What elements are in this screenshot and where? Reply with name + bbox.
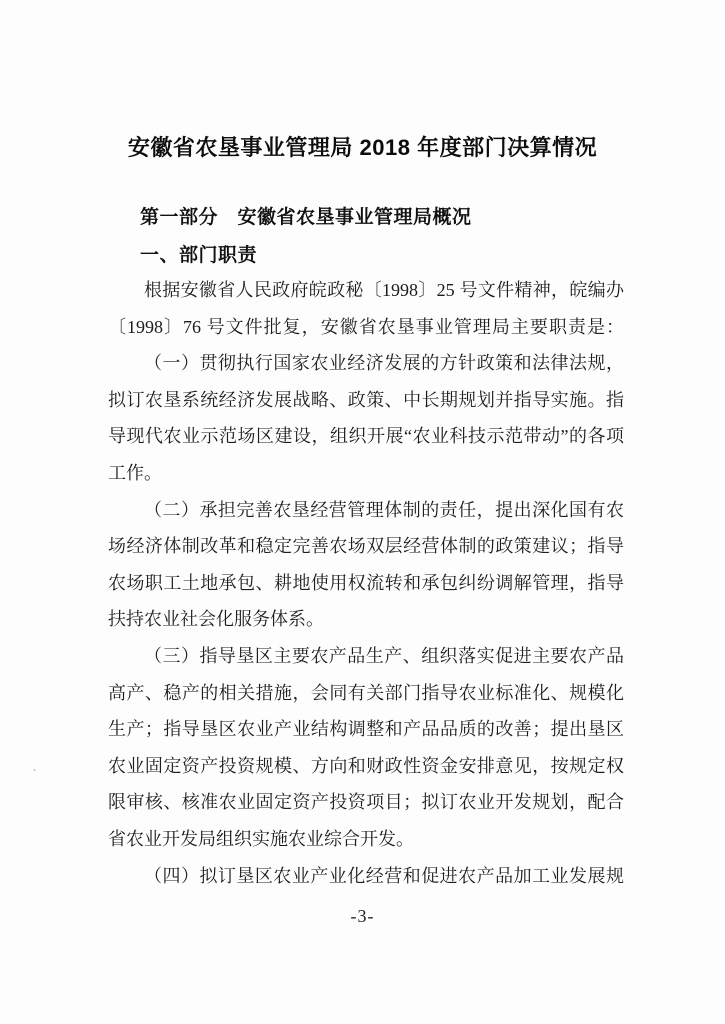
body-line: 导现代农业示范场区建设，组织开展“农业科技示范带动”的各项 <box>108 426 624 447</box>
body-line: 根据安徽省人民政府皖政秘〔1998〕25 号文件精神，皖编办 <box>144 280 624 300</box>
body-line: 农业固定资产投资规模、方向和财政性资金安排意见，按规定权 <box>108 755 624 776</box>
body-line: 工作。 <box>108 462 162 483</box>
body-paragraphs <box>108 272 624 894</box>
body-line: （二）承担完善农垦经营管理体制的责任，提出深化国有农 <box>144 499 624 520</box>
body-line: 〔1998〕76 号文件批复，安徽省农垦事业管理局主要职责是： <box>108 316 624 337</box>
body-line: 农场职工土地承包、耕地使用权流转和承包纠纷调解管理，指导 <box>108 572 624 593</box>
sub-heading: 一、部门职责 <box>140 245 258 266</box>
page-number: -3- <box>350 906 375 926</box>
document-title: 安徽省农垦事业管理局 2018 年度部门决算情况 <box>127 135 598 160</box>
body-line: 扶持农业社会化服务体系。 <box>108 609 324 630</box>
body-line: 高产、稳产的相关措施，会同有关部门指导农业标准化、规模化 <box>108 682 624 703</box>
body-line: （三）指导垦区主要农产品生产、组织落实促进主要农产品 <box>144 645 624 666</box>
body-line: 省农业开发局组织实施农业综合开发。 <box>108 828 414 849</box>
body-line: 生产；指导垦区农业产业结构调整和产品品质的改善；提出垦区 <box>108 719 624 740</box>
scan-speck <box>33 769 36 771</box>
body-line: 拟订农垦系统经济发展战略、政策、中长期规划并指导实施。指 <box>108 389 624 410</box>
section-heading: 第一部分 安徽省农垦事业管理局概况 <box>140 207 472 228</box>
body-line: （一）贯彻执行国家农业经济发展的方针政策和法律法规， <box>144 353 624 374</box>
body-line: 场经济体制改革和稳定完善农场双层经营体制的政策建议；指导 <box>108 536 624 557</box>
body-line: 限审核、核准农业固定资产投资项目；拟订农业开发规划，配合 <box>108 792 624 813</box>
body-line: （四）拟订垦区农业产业化经营和促进农产品加工业发展规 <box>144 865 624 886</box>
